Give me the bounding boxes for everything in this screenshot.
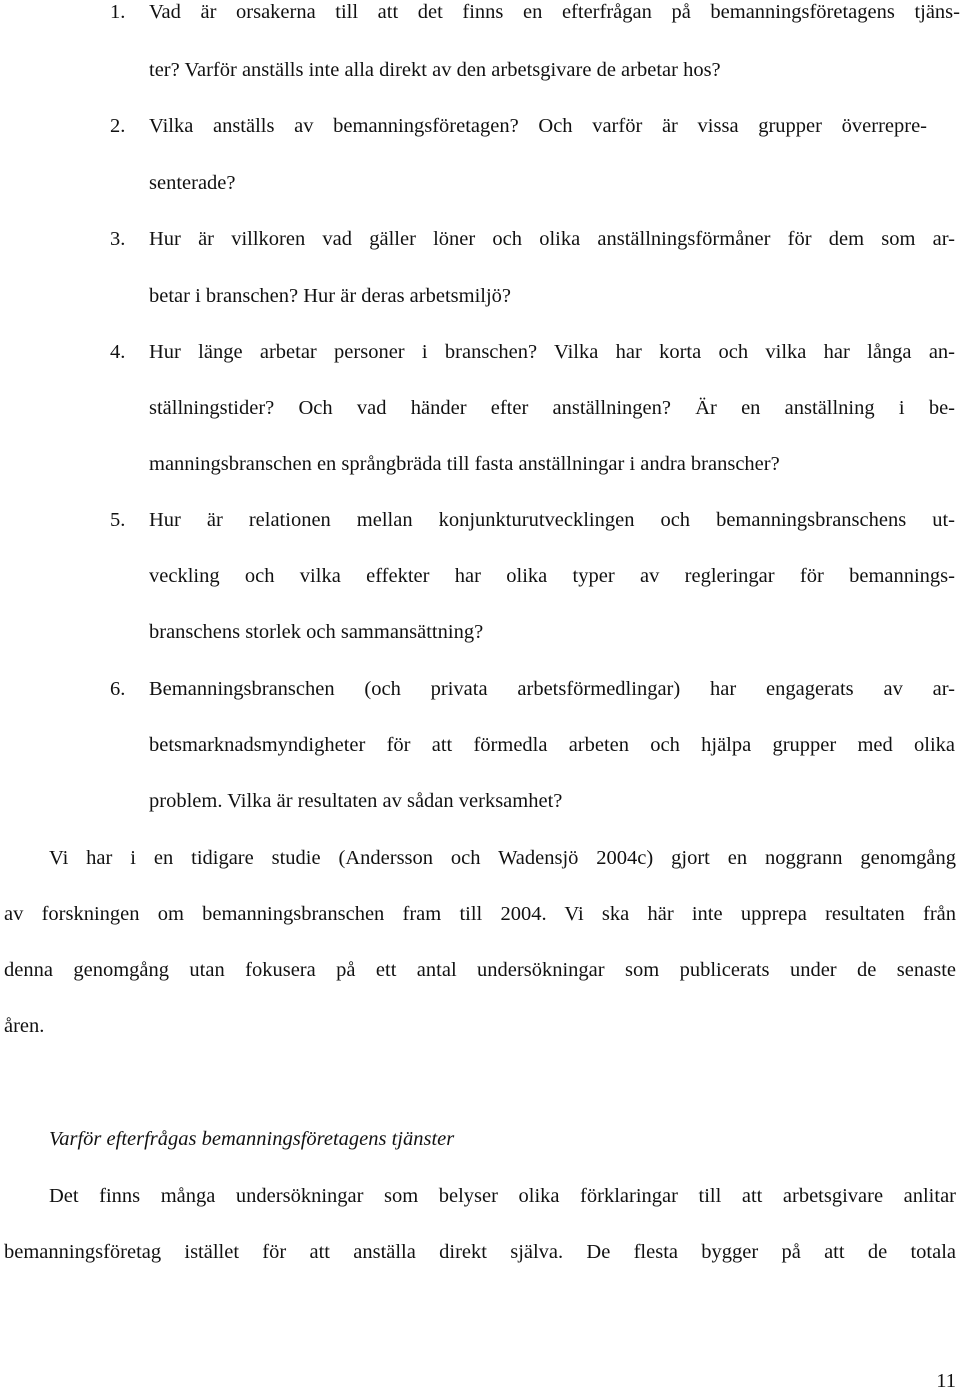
body-paragraph-line: av forskningen om bemanningsbranschen fram till 2004. Vi ska här inte upprepa resultaten från — [4, 903, 956, 925]
list-number: 3. — [110, 228, 126, 250]
list-number: 6. — [110, 678, 126, 700]
list-item-line: Hur länge arbetar personer i branschen? Vilka har korta och vilka har långa an- — [149, 341, 955, 363]
list-item-line: Vad är orsakerna till att det finns en efterfrågan på bemanningsföretagens tjäns- — [149, 1, 960, 23]
list-item-line: betsmarknadsmyndigheter för att förmedla arbeten och hjälpa grupper med olika — [149, 734, 955, 756]
body-paragraph-line: denna genomgång utan fokusera på ett antal undersökningar som publicerats under de senaste — [4, 959, 956, 981]
list-number: 5. — [110, 509, 126, 531]
list-item-line: ställningstider? Och vad händer efter anställningen? Är en anställning i be- — [149, 397, 955, 419]
list-item-line: Vilka anställs av bemanningsföretagen? Och varför är vissa grupper överrepre- — [149, 115, 927, 137]
list-item-line: Hur är villkoren vad gäller löner och olika anställningsförmåner för dem som ar- — [149, 228, 955, 250]
list-item-line: branschens storlek och sammansättning? — [149, 621, 484, 643]
page-number: 11 — [936, 1370, 956, 1392]
section-heading: Varför efterfrågas bemanningsföretagens tjänster — [49, 1128, 455, 1150]
body-paragraph-line: åren. — [4, 1015, 45, 1037]
list-item-line: betar i branschen? Hur är deras arbetsmiljö? — [149, 285, 512, 307]
list-number: 2. — [110, 115, 126, 137]
body-paragraph-line: bemanningsföretag istället för att anställa direkt själva. De flesta bygger på att de totala — [4, 1241, 956, 1263]
list-item-line: ter? Varför anställs inte alla direkt av den arbetsgivare de arbetar hos? — [149, 59, 721, 81]
list-item-line: manningsbranschen en språngbräda till fasta anställningar i andra branscher? — [149, 453, 780, 475]
list-item-line: Bemanningsbranschen (och privata arbetsförmedlingar) har engagerats av ar- — [149, 678, 955, 700]
list-item-line: Hur är relationen mellan konjunkturutvecklingen och bemanningsbranschens ut- — [149, 509, 955, 531]
body-paragraph-line: Vi har i en tidigare studie (Andersson och Wadensjö 2004c) gjort en noggrann genomgång — [49, 847, 956, 869]
list-item-line: problem. Vilka är resultaten av sådan verksamhet? — [149, 790, 563, 812]
list-item-line: senterade? — [149, 172, 236, 194]
list-number: 1. — [110, 1, 126, 23]
list-item-line: veckling och vilka effekter har olika typer av regleringar för bemannings- — [149, 565, 955, 587]
list-number: 4. — [110, 341, 126, 363]
body-paragraph-line: Det finns många undersökningar som belyser olika förklaringar till att arbetsgivare anlitar — [49, 1185, 956, 1207]
